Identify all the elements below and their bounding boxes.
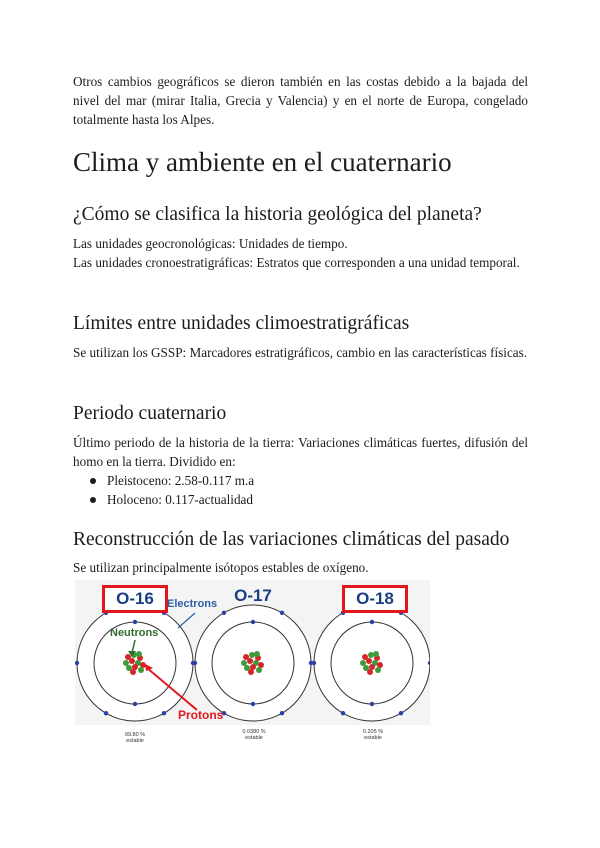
- neutron-dot: [123, 660, 129, 666]
- proton-dot: [367, 669, 373, 675]
- electron-dot: [370, 702, 374, 706]
- neutron-dot: [249, 652, 255, 658]
- neutron-dot: [241, 660, 247, 666]
- electron-dot: [280, 711, 284, 715]
- section-heading-quaternary: Periodo cuaternario: [73, 403, 227, 424]
- isotope-label-o17: O-17: [234, 586, 272, 605]
- electron-dot: [133, 702, 137, 706]
- electron-dot: [399, 711, 403, 715]
- protons-callout: Protons: [178, 708, 224, 722]
- electron-dot: [193, 661, 197, 665]
- neutrons-callout: Neutrons: [110, 627, 159, 639]
- section-line-isotopes: Se utilizan principalmente isótopos estables de oxígeno.: [73, 560, 369, 575]
- abundance-o16: 99.80 % estable: [124, 732, 146, 744]
- neutron-dot: [373, 651, 379, 657]
- electron-dot: [370, 620, 374, 624]
- electron-dot: [280, 611, 284, 615]
- section-heading-reconstruction: Reconstrucción de las variaciones climáticas del pasado: [73, 529, 510, 550]
- section-line-gssp: Se utilizan los GSSP: Marcadores estratigráficos, cambio en las características físicas.: [73, 345, 528, 360]
- isotope-label-o16: O-16: [102, 585, 168, 613]
- neutron-dot: [136, 651, 142, 657]
- section-heading-limits: Límites entre unidades climoestratigráficas: [73, 313, 410, 334]
- electron-dot: [222, 611, 226, 615]
- neutron-dot: [254, 651, 260, 657]
- abundance-o18: 0.205 % estable: [362, 729, 384, 741]
- electron-dot: [133, 620, 137, 624]
- section-line-last-period: Último periodo de la historia de la tierra: Variaciones climáticas fuertes, difusión del homo en la tierra. Dividido en:: [73, 435, 528, 469]
- section-heading-classification: ¿Cómo se clasifica la historia geológica del planeta?: [73, 204, 482, 225]
- intro-paragraph: Otros cambios geográficos se dieron también en las costas debido a la bajada del nivel del mar (mirar Italia, Grecia y Valencia) y en el norte de Europa, congelado totalmente hasta los Alpes.: [73, 74, 528, 127]
- proton-dot: [248, 669, 254, 675]
- bullet-holocene: Holoceno: 0.117-actualidad: [73, 490, 254, 509]
- electrons-callout: Electrons: [167, 598, 218, 610]
- electron-dot: [341, 711, 345, 715]
- section-line-geocronologicas: Las unidades geocronológicas: Unidades de tiempo.: [73, 236, 348, 251]
- proton-dot: [366, 658, 372, 664]
- electron-dot: [162, 711, 166, 715]
- electron-dot: [312, 661, 316, 665]
- quaternary-bullet-list: [73, 471, 254, 509]
- neutron-dot: [360, 660, 366, 666]
- proton-dot: [129, 658, 135, 664]
- electron-dot: [251, 702, 255, 706]
- neutron-dot: [375, 667, 381, 673]
- isotope-label-o18: O-18: [342, 585, 408, 613]
- abundance-o17: 0.0380 % estable: [242, 729, 266, 741]
- electron-dot: [75, 661, 79, 665]
- neutron-dot: [138, 667, 144, 673]
- neutron-dot: [368, 652, 374, 658]
- proton-dot: [130, 669, 136, 675]
- electron-dot: [251, 620, 255, 624]
- proton-dot: [247, 658, 253, 664]
- neutron-dot: [256, 667, 262, 673]
- oxygen-isotopes-figure: [75, 580, 430, 725]
- electrons-arrow: [178, 613, 195, 628]
- electron-dot: [104, 711, 108, 715]
- bullet-pleistocene: Pleistoceno: 2.58-0.117 m.a: [73, 471, 254, 490]
- section-line-cronoestratigraficas: Las unidades cronoestratigráficas: Estratos que corresponden a una unidad temporal.: [73, 255, 520, 270]
- main-title: Clima y ambiente en el cuaternario: [73, 147, 452, 177]
